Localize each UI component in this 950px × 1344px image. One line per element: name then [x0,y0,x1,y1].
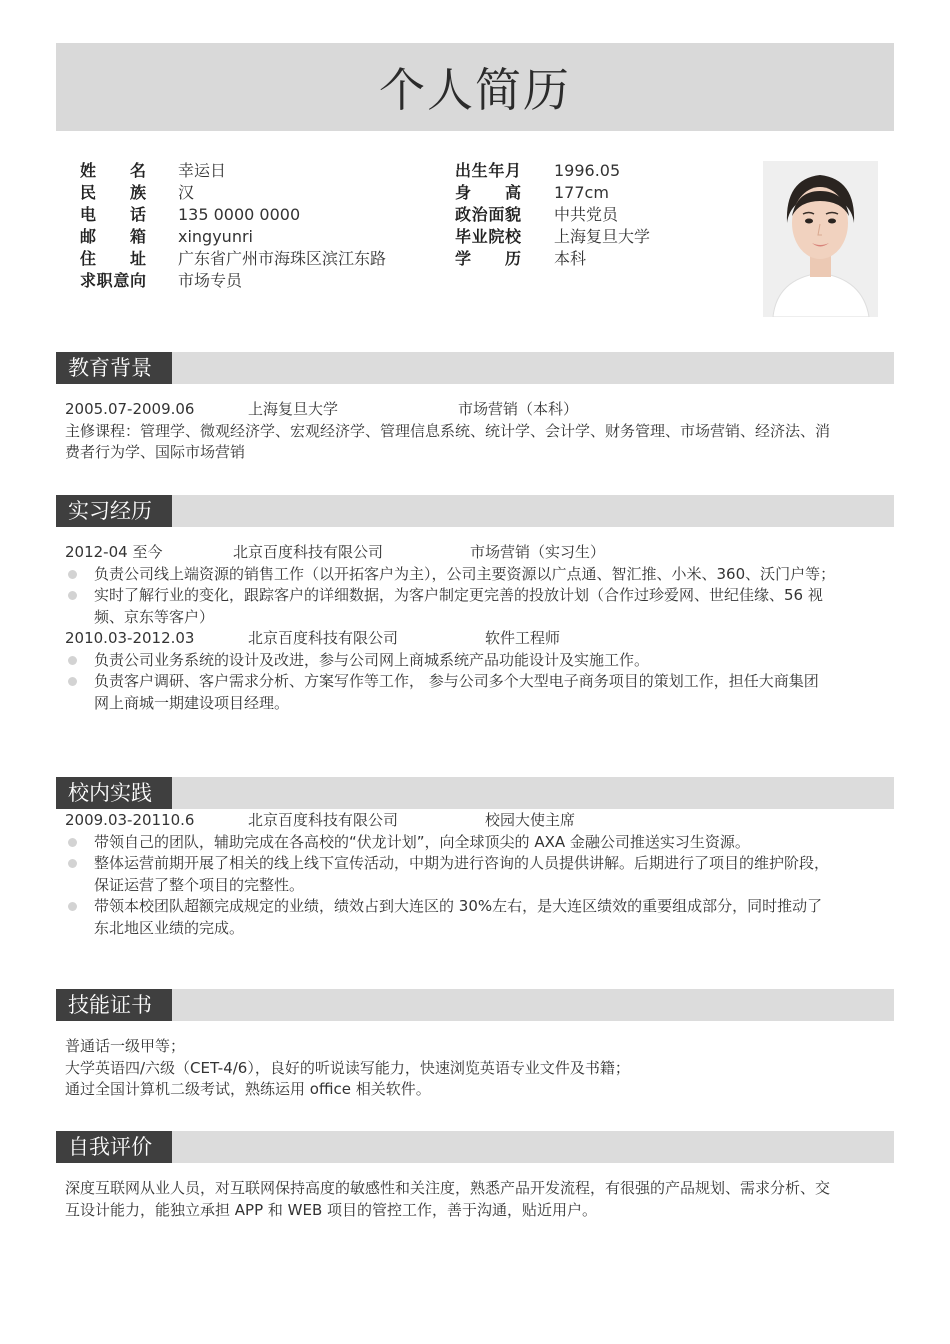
personal-info-right [455,160,650,270]
section-title: 校内实践 [56,777,172,809]
internship-content [65,542,887,714]
list-item [65,564,887,586]
courses-text: 费者行为学、国际市场营销 [65,443,246,461]
info-value: 汉 [178,183,195,202]
list-item-text: 带领自己的团队，辅助完成在各高校的“伏龙计划”，向全球顶尖的 AXA 金融公司推送实习生资源。 [94,832,750,851]
list-item-text: 带领本校团队超额完成规定的业绩，绩效占到大连区的 30%左右，是大连区绩效的重要组成部分，同时推动了 [94,897,823,915]
info-row [80,248,386,270]
info-row [80,182,386,204]
section-header-skills [56,989,894,1021]
info-label: 民族 [80,183,146,202]
self-evaluation-line: 深度互联网从业人员，对互联网保持高度的敏感性和关注度，熟悉产品开发流程，有很强的产品规划、需求分析、交 [65,1179,831,1197]
list-item [65,585,887,628]
info-value: 广东省广州市海珠区滨江东路 [178,249,387,268]
info-label: 姓名 [80,161,146,180]
list-item [65,671,887,714]
list-item [65,650,887,672]
info-value: 幸运日 [178,161,227,180]
info-row [80,160,386,182]
info-value: 177cm [554,183,609,202]
info-label: 毕业院校 [455,227,521,246]
page-title: 个人简历 [379,63,571,117]
campus-role: 校园大使主席 [485,811,576,829]
info-value: 135 0000 0000 [178,205,301,224]
info-label: 住址 [80,249,146,268]
campus-content [65,810,887,939]
education-row [65,399,887,421]
list-item [65,853,887,896]
personal-info-left [80,160,386,292]
section-header-campus [56,777,894,809]
info-value: 本科 [554,249,587,268]
info-value: 中共党员 [554,205,619,224]
info-row [80,204,386,226]
job-period: 2012-04 至今 [65,543,163,561]
education-major: 市场营销（本科） [458,400,579,418]
list-item [65,832,887,854]
job-row [65,542,887,564]
info-label: 邮箱 [80,227,146,246]
info-value: 1996.05 [554,161,621,180]
info-row [455,204,650,226]
list-item-text: 负责公司线上端资源的销售工作（以开拓客户为主），公司主要资源以广点通、智汇推、小米、360、沃门户等； [94,564,836,583]
list-item [65,896,887,939]
skills-content [65,1036,887,1101]
job-role: 市场营销（实习生） [470,543,606,561]
job-company: 北京百度科技有限公司 [233,543,384,561]
list-item-text: 实时了解行业的变化，跟踪客户的详细数据，为客户制定更完善的投放计划（合作过珍爱网、世纪佳缘、56 视 [94,586,823,604]
list-item-text: 网上商城一期建设项目经理。 [94,693,290,712]
profile-photo [763,161,878,317]
info-label: 政治面貌 [455,205,521,224]
info-row [455,160,650,182]
list-item-text: 频、京东等客户） [94,607,215,626]
skill-line: 大学英语四/六级（CET-4/6），良好的听说读写能力，快速浏览英语专业文件及书籍； [65,1058,630,1077]
info-row [455,182,650,204]
campus-company: 北京百度科技有限公司 [248,811,399,829]
info-value: 上海复旦大学 [554,227,651,246]
skill-line: 通过全国计算机二级考试，熟练运用 office 相关软件。 [65,1080,431,1098]
info-row [80,226,386,248]
info-label: 电话 [80,205,146,224]
info-row [80,270,386,292]
section-header-self-evaluation [56,1131,894,1163]
info-value: xingyunri [178,227,253,246]
list-item-text: 负责公司业务系统的设计及改进，参与公司网上商城系统产品功能设计及实施工作。 [94,650,650,669]
campus-period: 2009.03-20110.6 [65,811,195,829]
campus-row [65,810,887,832]
info-row [455,226,650,248]
section-header-education [56,352,894,384]
info-label: 身高 [455,183,521,202]
list-item-text: 东北地区业绩的完成。 [94,918,245,937]
section-title: 技能证书 [56,989,172,1021]
self-evaluation-content [65,1178,887,1221]
list-item-text: 整体运营前期开展了相关的线上线下宣传活动，中期为进行咨询的人员提供讲解。后期进行了项目的维护阶段， [94,854,830,872]
job-row [65,628,887,650]
info-label: 学历 [455,249,521,268]
info-label: 求职意向 [80,271,146,290]
list-item-text: 负责客户调研、客户需求分析、方案写作等工作， 参与公司多个大型电子商务项目的策划工作，担任大商集团 [94,672,819,690]
info-value: 市场专员 [178,271,243,290]
job-role: 软件工程师 [485,629,561,647]
title-banner [56,43,894,131]
info-row [455,248,650,270]
job-company: 北京百度科技有限公司 [248,629,399,647]
section-title: 自我评价 [56,1131,172,1163]
portrait-image [763,161,878,317]
section-header-internship [56,495,894,527]
section-title: 教育背景 [56,352,172,384]
skill-line: 普通话一级甲等； [65,1037,186,1055]
courses-text: 主修课程：管理学、微观经济学、宏观经济学、管理信息系统、统计学、会计学、财务管理、市场营销、经济法、消 [65,421,831,440]
education-content [65,399,887,464]
education-school: 上海复旦大学 [248,400,339,418]
section-title: 实习经历 [56,495,172,527]
education-period: 2005.07-2009.06 [65,400,195,418]
info-label: 出生年月 [455,161,521,180]
job-period: 2010.03-2012.03 [65,629,195,647]
list-item-text: 保证运营了整个项目的完整性。 [94,875,305,894]
self-evaluation-line: 互设计能力，能独立承担 APP 和 WEB 项目的管控工作，善于沟通，贴近用户。 [65,1200,598,1219]
